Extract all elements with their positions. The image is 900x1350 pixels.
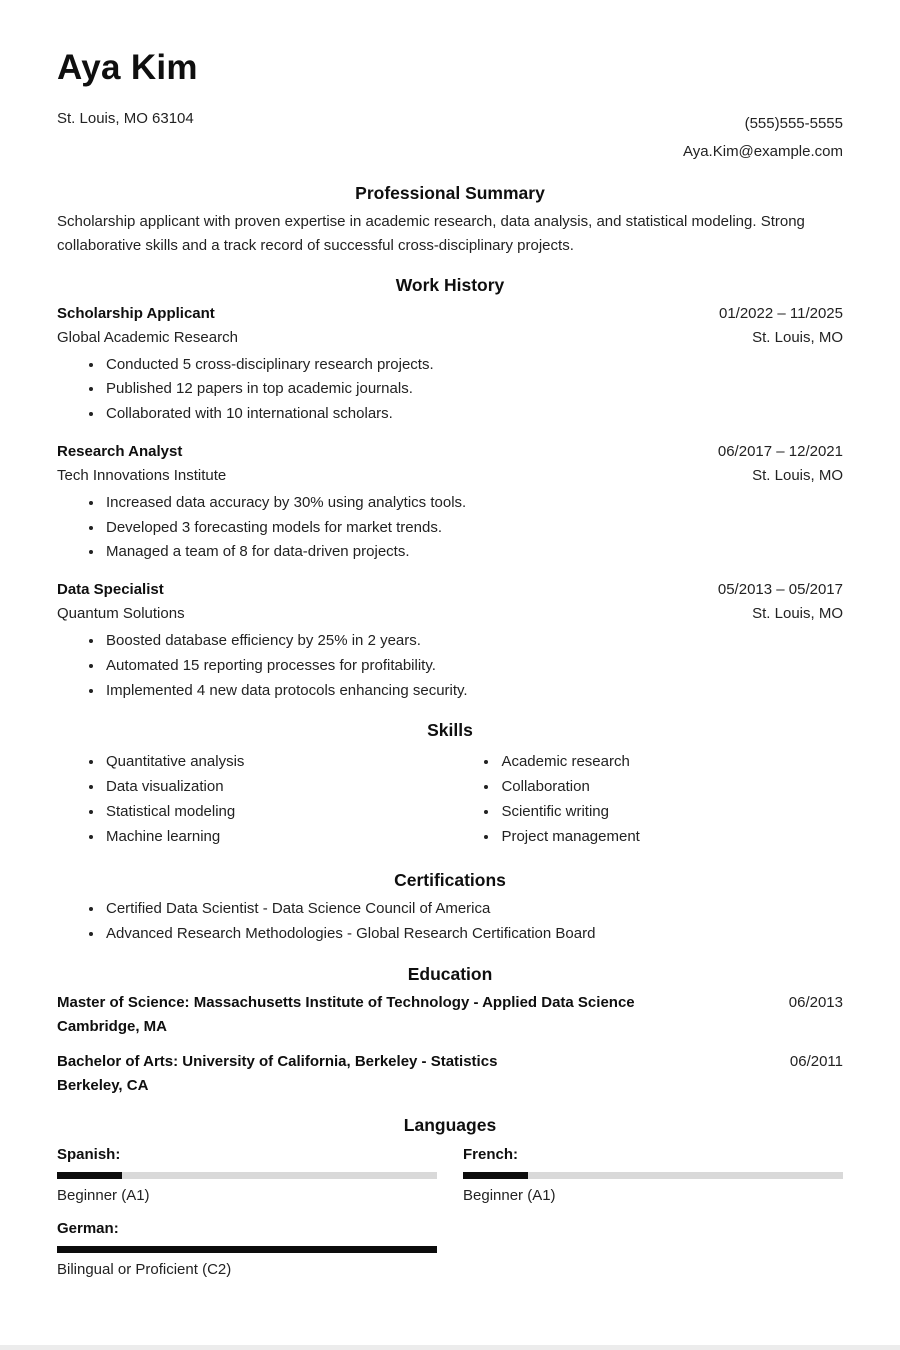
job-bullet: • Automated 15 reporting processes for profitability. xyxy=(104,654,843,679)
language-name: French: xyxy=(463,1145,519,1163)
section-heading-work-history: Work History xyxy=(395,274,505,295)
contact-section xyxy=(57,110,843,166)
language-item-empty xyxy=(463,1220,843,1278)
education-location: Cambridge, MA xyxy=(57,1017,168,1035)
education-date: 06/2011 xyxy=(789,1052,843,1070)
job-title-row xyxy=(57,578,843,602)
job-title: Data Specialist xyxy=(57,581,164,598)
language-progress-fill xyxy=(57,1172,122,1179)
skill-item: • Quantitative analysis xyxy=(104,750,481,775)
skill-item: • Project management xyxy=(499,825,843,850)
skills-column-left xyxy=(57,747,481,853)
section-heading-education: Education xyxy=(407,963,493,984)
skills-list-left xyxy=(57,750,481,849)
skill-item: • Machine learning xyxy=(104,825,481,850)
certification-item: • Certified Data Scientist - Data Science Council of America xyxy=(104,897,843,922)
language-progress-bar xyxy=(463,1172,843,1179)
language-name: German: xyxy=(57,1219,119,1237)
language-item xyxy=(57,1146,437,1204)
job-title-row xyxy=(57,302,843,326)
job-company-row xyxy=(57,326,843,350)
page-bottom-edge xyxy=(0,1345,900,1350)
job-company: Global Academic Research xyxy=(57,328,238,346)
language-item xyxy=(463,1146,843,1204)
job-location: St. Louis, MO xyxy=(752,328,843,346)
job-dates: 06/2017 – 12/2021 xyxy=(717,442,843,460)
job-company: Quantum Solutions xyxy=(57,605,185,622)
job-bullet-list xyxy=(57,629,843,703)
language-item xyxy=(57,1220,437,1278)
job-title: Research Analyst xyxy=(57,442,183,460)
section-heading-certifications: Certifications xyxy=(394,870,506,891)
skill-item: • Statistical modeling xyxy=(104,800,481,825)
job-bullet: • Implemented 4 new data protocols enhancing security. xyxy=(104,679,843,704)
language-progress-fill xyxy=(463,1172,528,1179)
language-progress-fill xyxy=(57,1246,437,1253)
language-level: Beginner (A1) xyxy=(57,1186,150,1204)
job-bullet: • Developed 3 forecasting models for market trends. xyxy=(104,516,843,541)
education-entry xyxy=(57,991,843,1039)
language-name: Spanish: xyxy=(57,1145,121,1163)
job-bullet: • Boosted database efficiency by 25% in 2 years. xyxy=(104,629,843,654)
contact-right xyxy=(683,110,843,166)
skill-item: • Collaboration xyxy=(499,775,843,800)
skill-item: • Data visualization xyxy=(104,775,481,800)
languages-grid xyxy=(57,1146,843,1278)
skills-column-right xyxy=(481,747,843,853)
certification-item: • Advanced Research Methodologies - Global Research Certification Board xyxy=(104,922,843,947)
skill-item: • Scientific writing xyxy=(499,800,843,825)
skills-list-right xyxy=(481,750,843,849)
job-entry xyxy=(57,578,843,703)
job-location: St. Louis, MO xyxy=(752,605,843,622)
section-heading-skills: Skills xyxy=(427,720,473,741)
education-degree: Master of Science: Massachusetts Institute of Technology - Applied Data Science xyxy=(57,993,635,1011)
job-dates: 01/2022 – 11/2025 xyxy=(718,304,843,322)
job-company: Tech Innovations Institute xyxy=(57,466,227,484)
education-entry xyxy=(57,1050,843,1098)
section-heading-languages: Languages xyxy=(403,1114,497,1135)
skill-item: • Academic research xyxy=(499,750,843,775)
section-heading-professional-summary: Professional Summary xyxy=(355,182,545,203)
job-entry xyxy=(57,440,843,565)
job-company-row xyxy=(57,464,843,488)
job-dates: 05/2013 – 05/2017 xyxy=(717,581,843,598)
job-company-row xyxy=(57,602,843,626)
job-bullet: • Collaborated with 10 international scholars. xyxy=(104,402,843,427)
job-title-row xyxy=(57,440,843,464)
job-entry xyxy=(57,302,843,427)
job-location: St. Louis, MO xyxy=(752,466,843,484)
language-level: Beginner (A1) xyxy=(463,1186,556,1204)
education-location: Berkeley, CA xyxy=(57,1076,149,1094)
job-bullet: • Conducted 5 cross-disciplinary research projects. xyxy=(104,353,843,378)
language-progress-bar xyxy=(57,1246,437,1253)
education-degree: Bachelor of Arts: University of California, Berkeley - Statistics xyxy=(57,1052,498,1070)
job-bullet-list xyxy=(57,491,843,565)
candidate-location: St. Louis, MO 63104 xyxy=(57,110,194,127)
certifications-list xyxy=(57,897,843,947)
language-progress-bar xyxy=(57,1172,437,1179)
skills-columns xyxy=(57,747,843,853)
job-title: Scholarship Applicant xyxy=(57,304,215,322)
job-bullet: • Managed a team of 8 for data-driven projects. xyxy=(104,540,843,565)
job-bullet: • Increased data accuracy by 30% using analytics tools. xyxy=(104,491,843,516)
candidate-email: Aya.Kim@example.com xyxy=(682,142,843,160)
job-bullet-list xyxy=(57,353,843,427)
candidate-phone: (555)555-5555 xyxy=(744,115,843,132)
education-degree-row xyxy=(57,1050,843,1074)
language-level: Bilingual or Proficient (C2) xyxy=(57,1260,232,1278)
job-bullet: • Published 12 papers in top academic journals. xyxy=(104,377,843,402)
education-date: 06/2013 xyxy=(788,993,843,1011)
summary-text: Scholarship applicant with proven expertise in academic research, data analysis, and statistical modeling. Strong collaborative skills and a track record of successful cross-disciplinary projects. xyxy=(57,212,805,254)
candidate-name: Aya Kim xyxy=(57,48,198,87)
education-degree-row xyxy=(57,991,843,1015)
